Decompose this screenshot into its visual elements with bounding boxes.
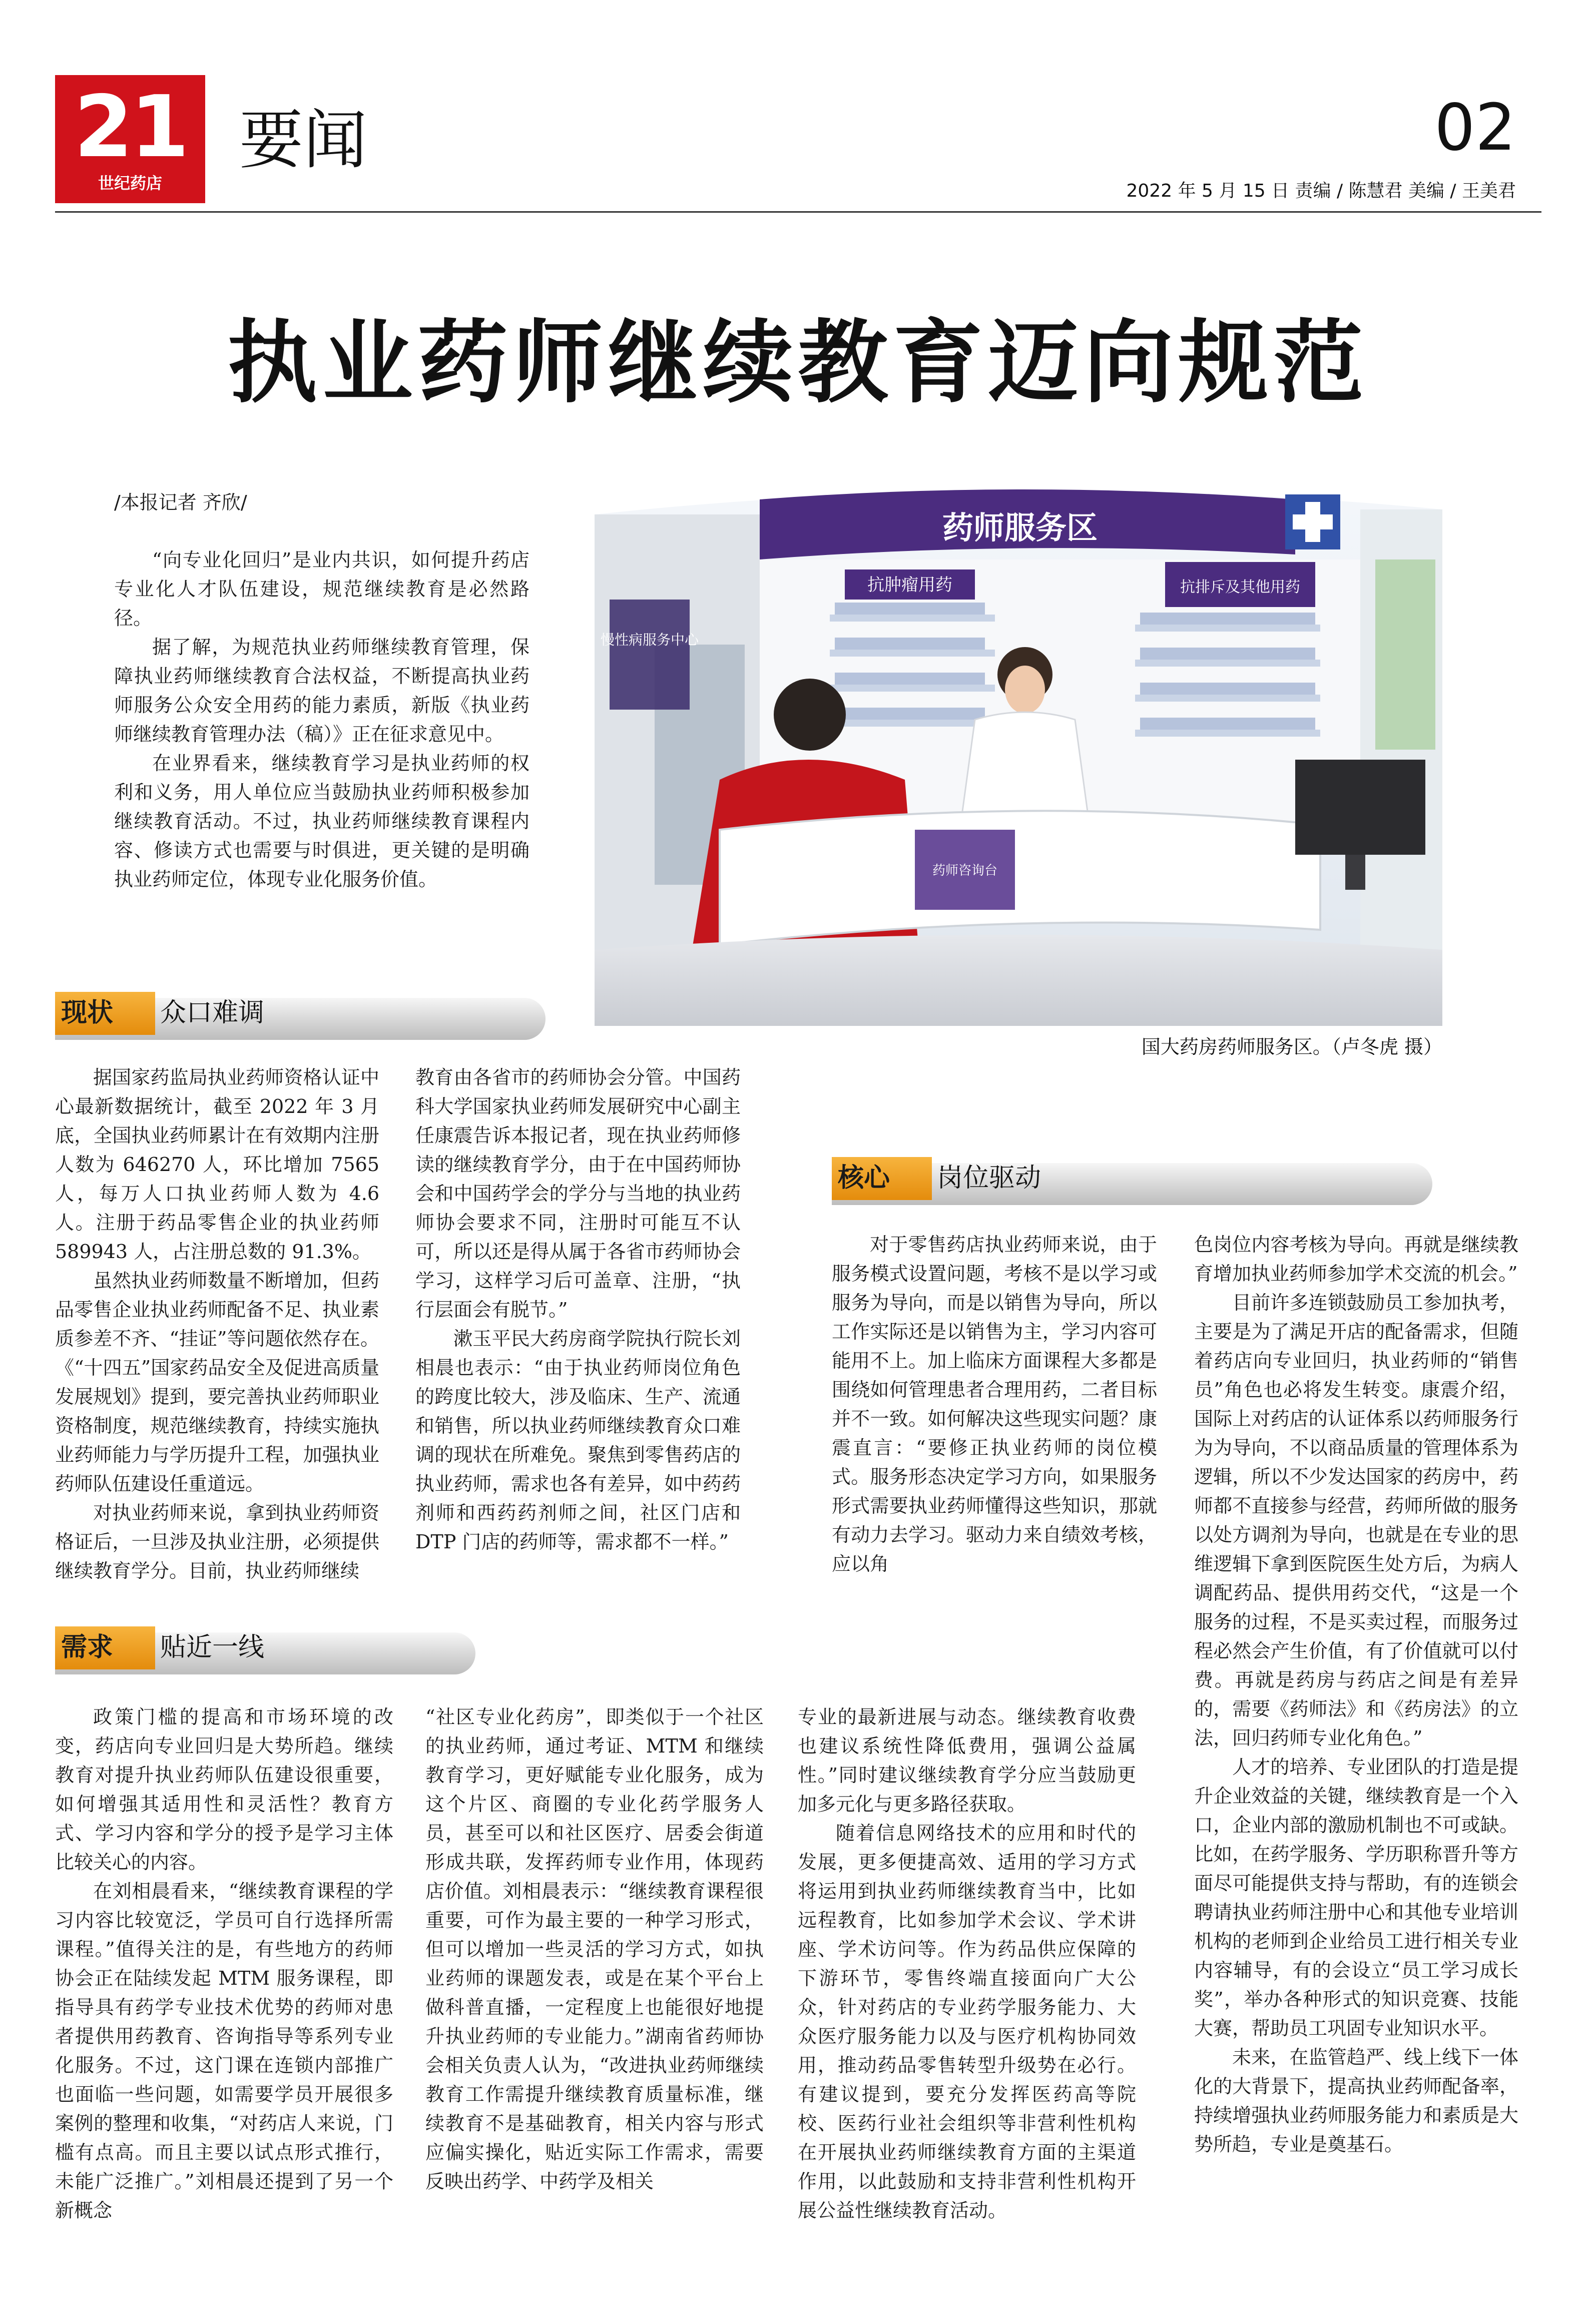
s3-column-2 (425, 1702, 764, 2196)
oncology-sign: 抗肿瘤用药 (867, 575, 952, 595)
s1-column-2 (415, 1063, 741, 1556)
logo-subtitle: 世纪药店 (98, 174, 162, 193)
s1-column-1 (55, 1063, 379, 1585)
paragraph: 目前许多连锁鼓励员工参加执考，主要是为了满足开店的配备需求，但随着药店向专业回归，执业药师的“销售员”角色也必将发生转变。康震介绍，国际上对药店的认证体系以药师服务行为为导向，不以商品质量的管理体系为逻辑，所以不少发达国家的药房中，药师都不直接参与经营，药师所做的服务以处方调剂为导向，也就是在专业的思维逻辑下拿到医院医生处方后，为病人调配药品、提供用药交代，“这是一个服务的过程，不是买卖过程，而服务过程必然会产生价值，有了价值就可以付费。再就是药房与药店之间是有差异的，需要《药师法》和《药房法》的立法，回归药师专业化角色。” (1194, 1292, 1518, 1749)
lead-text (114, 545, 529, 894)
paragraph: 在刘相晨看来，“继续教育课程的学习内容比较宽泛，学员可自行选择所需课程。”值得关注的是，有些地方的药师协会正在陆续发起 MTM 服务课程，即指导具有药学专业技术优势的药师对患者提供用药教育、咨询指导等系列专业化服务。不过，这门课在连锁内部推广也面临一些问题，如需要学员开展很多案例的整理和收集，“对药店人来说，门槛有点高。而且主要以试点形式推行，未能广泛推广。”刘相晨还提到了另一个新概念 (55, 1880, 393, 2221)
counter-sign: 药师咨询台 (932, 863, 998, 878)
paragraph: 教育由各省市的药师协会分管。中国药科大学国家执业药师发展研究中心副主任康震告诉本报记者，现在执业药师修读的继续教育学分，由于在中国药师协会和中国药学会的学分与当地的执业药师协会要求不同，注册时可能互不认可，所以还是得从属于各省市药师协会学习，这样学习后可盖章、注册，“执行层面会有脱节。” (415, 1066, 741, 1321)
section-title-text: 岗位驱动 (937, 1163, 1041, 1193)
headline: 执业药师继续教育迈向规范 (227, 311, 1369, 415)
s3-column-1 (55, 1702, 393, 2225)
paragraph: 虽然执业药师数量不断增加，但药品零售企业执业药师配备不足、执业素质参差不齐、“挂证”等问题依然存在。《“十四五”国家药品安全及促进高质量发展规划》提到，要完善执业药师职业资格制度，规范继续教育，持续实施执业药师能力与学历提升工程，加强执业药师队伍建设任重道远。 (55, 1270, 379, 1495)
s2-column-1 (832, 1230, 1157, 1578)
section-keyword: 需求 (61, 1632, 114, 1662)
chronic-care-sign: 慢性病服务中心 (600, 632, 699, 648)
paragraph: 色岗位内容考核为导向。再就是继续教育增加执业药师参加学术交流的机会。” (1194, 1234, 1518, 1285)
paragraph: 在业界看来，继续教育学习是执业药师的权利和义务，用人单位应当鼓励执业药师积极参加继续教育活动。不过，执业药师继续教育课程内容、修读方式也需要与时俱进，更关键的是明确执业药师定位，体现专业化服务价值。 (114, 752, 529, 890)
paragraph: 对于零售药店执业药师来说，由于服务模式设置问题，考核不是以学习或服务为导向，而是以销售为导向，所以工作实际还是以销售为主，学习内容可能用不上。加上临床方面课程大多都是围绕如何管理患者合理用药，二者目标并不一致。如何解决这些现实问题？康震直言：“要修正执业药师的岗位模式。服务形态决定学习方向，如果服务形式需要执业药师懂得这些知识，那就有动力去学习。驱动力来自绩效考核，应以角 (832, 1234, 1157, 1575)
section-title: 要闻 (239, 103, 368, 178)
paragraph: “向专业化回归”是业内共识，如何提升药店专业化人才队伍建设，规范继续教育是必然路径。 (114, 549, 529, 629)
page-number: 02 (1434, 91, 1516, 165)
anti-rejection-sign: 抗排斥及其他用药 (1180, 579, 1300, 596)
paragraph: 政策门槛的提高和市场环境的改变，药店向专业回归是大势所趋。继续教育对提升执业药师队伍建设很重要，如何增强其适用性和灵活性？教育方式、学习内容和学分的授予是学习主体比较关心的内容。 (55, 1706, 393, 1873)
s3-column-3 (798, 1702, 1136, 2225)
paragraph: 对执业药师来说，拿到执业药师资格证后，一旦涉及执业注册，必须提供继续教育学分。目前，执业药师继续 (55, 1502, 379, 1582)
section-header-status (55, 992, 546, 1047)
pharmacy-photo (595, 479, 1442, 1026)
right-column (1194, 1230, 1518, 2159)
byline: /本报记者 齐欣/ (114, 491, 247, 513)
paragraph: 漱玉平民大药房商学院执行院长刘相晨也表示：“由于执业药师岗位角色的跨度比较大，涉及临床、生产、流通和销售，所以执业药师继续教育众口难调的现状在所难免。聚焦到零售药店的执业药师，需求也各有差异，如中药药剂师和西药药剂师之间，社区门店和 DTP 门店的药师等，需求都不一样。” (415, 1328, 741, 1553)
photo-caption: 国大药房药师服务区。（卢冬虎 摄） (1141, 1036, 1442, 1058)
newspaper-logo (55, 75, 205, 203)
section-header-demand (55, 1626, 475, 1681)
paragraph: 据了解，为规范执业药师继续教育管理，保障执业药师继续教育合法权益，不断提高执业药师服务公众安全用药的能力素质，新版《执业药师继续教育管理办法（稿）》正在征求意见中。 (114, 636, 529, 745)
paragraph: “社区专业化药房”，即类似于一个社区的执业药师，通过考证、MTM 和继续教育学习，更好赋能专业化服务，成为这个片区、商圈的专业化药学服务人员，甚至可以和社区医疗、居委会街道形成共联，发挥药师专业作用，体现药店价值。刘相晨表示：“继续教育课程很重要，可作为最主要的一种学习形式，但可以增加一些灵活的学习方式，如执业药师的课题发表，或是在某个平台上做科普直播，一定程度上也能很好地提升执业药师的专业能力。”湖南省药师协会相关负责人认为，“改进执业药师继续教育工作需提升继续教育质量标准，继续教育不是基础教育，相关内容与形式应偏实操化，贴近实际工作需求，需要反映出药学、中药学及相关 (425, 1706, 764, 2192)
section-header-core (832, 1157, 1432, 1212)
paragraph: 据国家药监局执业药师资格认证中心最新数据统计，截至 2022 年 3 月底，全国执业药师累计在有效期内注册人数为 646270 人，环比增加 7565 人，每万人口执业药师人数为 4.6 人。注册于药品零售企业的执业药师 589943 人，占注册总数的 91.3%。 (55, 1066, 379, 1263)
section-keyword: 现状 (61, 998, 114, 1028)
pharmacy-illustration (595, 479, 1442, 1026)
pharmacist-service-sign: 药师服务区 (942, 509, 1098, 546)
section-title-text: 贴近一线 (160, 1632, 265, 1662)
section-title-text: 众口难调 (160, 998, 265, 1028)
edition-line: 2022 年 5 月 15 日 责编 / 陈慧君 美编 / 王美君 (1126, 181, 1516, 201)
masthead-rule (55, 211, 1541, 213)
paragraph: 人才的培养、专业团队的打造是提升企业效益的关键，继续教育是一个入口，企业内部的激励机制也不可或缺。比如，在药学服务、学历职称晋升等方面尽可能提供支持与帮助，有的连锁会聘请执业药师注册中心和其他专业培训机构的老师到企业给员工进行相关专业内容辅导，有的会设立“员工学习成长奖”，举办各种形式的知识竞赛、技能大赛，帮助员工巩固专业知识水平。 (1194, 1756, 1518, 2039)
paragraph: 未来，在监管趋严、线上线下一体化的大背景下，提高执业药师配备率，持续增强执业药师服务能力和素质是大势所趋，专业是奠基石。 (1194, 2046, 1518, 2155)
section-keyword: 核心 (838, 1163, 890, 1193)
paragraph: 随着信息网络技术的应用和时代的发展，更多便捷高效、适用的学习方式将运用到执业药师继续教育当中，比如远程教育，比如参加学术会议、学术讲座、学术访问等。作为药品供应保障的下游环节，零售终端直接面向广大公众，针对药店的专业药学服务能力、大众医疗服务能力以及与医疗机构协同效用，推动药品零售转型升级势在必行。有建议提到，要充分发挥医药高等院校、医药行业社会组织等非营利性机构在开展执业药师继续教育方面的主渠道作用，以此鼓励和支持非营利性机构开展公益性继续教育活动。 (798, 1822, 1136, 2221)
paragraph: 专业的最新进展与动态。继续教育收费也建议系统性降低费用，强调公益属性。”同时建议继续教育学分应当鼓励更加多元化与更多路径获取。 (798, 1706, 1136, 1815)
logo-number: 21 (74, 78, 187, 177)
